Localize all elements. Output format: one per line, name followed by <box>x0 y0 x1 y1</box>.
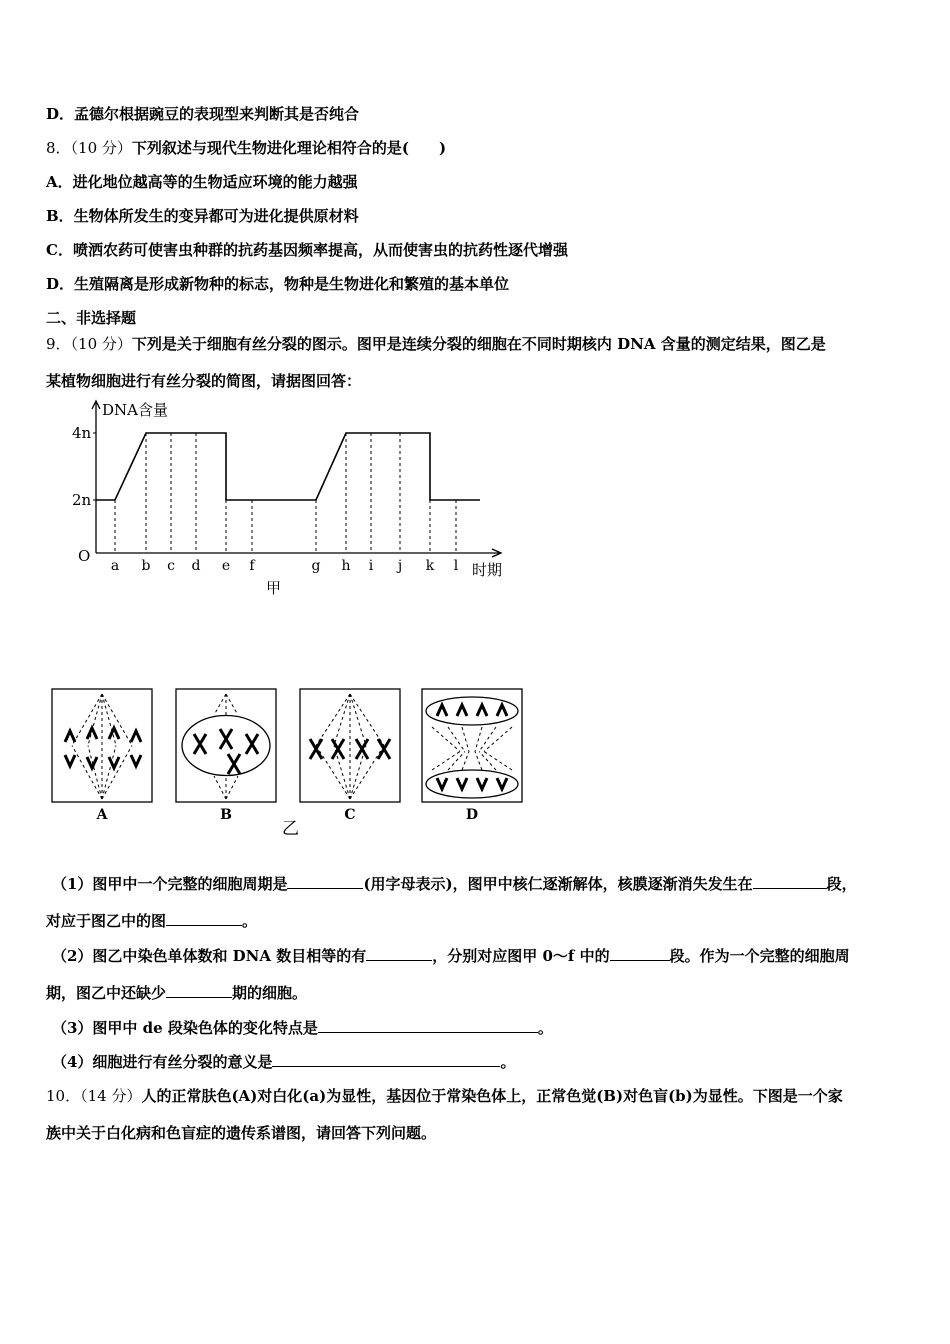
q9-sub1-text-e: 。 <box>242 912 258 930</box>
answer-blank-segment[interactable] <box>753 874 827 889</box>
q9-sub4-line <box>52 1051 515 1072</box>
x-axis-label: 时期 <box>472 561 503 579</box>
q8-stem: 下列叙述与现代生物进化理论相符合的是( ) <box>131 139 447 157</box>
q8-option-a: A．进化地位越高等的生物适应环境的能力越强 <box>46 173 358 191</box>
q7-option-d: D．孟德尔根据豌豆的表现型来判断其是否纯合 <box>46 105 360 123</box>
x-tick-label-c: c <box>167 558 175 574</box>
answer-blank-figures[interactable] <box>366 946 432 961</box>
q9-sub4-text-a: （4）细胞进行有丝分裂的意义是 <box>52 1053 273 1071</box>
q9-sub4-text-b: 。 <box>500 1053 516 1071</box>
cell-label-B: B <box>220 807 232 823</box>
cell-B <box>176 689 276 823</box>
cell-label-A: A <box>96 807 108 823</box>
q9-points: （10 分） <box>70 335 132 353</box>
cell-label-C: C <box>344 807 356 823</box>
q9-sub2-text-b: ，分别对应图甲 0～f 中的 <box>432 947 610 965</box>
origin-label: O <box>78 547 91 565</box>
answer-blank-figure[interactable] <box>166 911 242 926</box>
q10-number: 10． <box>46 1087 81 1105</box>
answer-blank-segments[interactable] <box>610 946 670 961</box>
q9-stem-line2: 某植物细胞进行有丝分裂的简图，请据图回答： <box>46 372 362 390</box>
section-heading: 二、非选择题 <box>46 309 137 327</box>
q9-sub3-text-b: 。 <box>537 1019 553 1037</box>
q8-stem-line <box>46 137 446 158</box>
y-axis-label: DNA含量 <box>102 401 168 419</box>
q9-sub3-text-a: （3）图甲中 de 段染色体的变化特点是 <box>52 1019 318 1037</box>
x-tick-label-i: i <box>368 558 374 574</box>
dna-content-line <box>96 433 480 500</box>
x-tick-label-k: k <box>425 558 435 574</box>
x-tick-label-e: e <box>221 558 231 574</box>
x-tick-label-h: h <box>341 558 351 574</box>
q10-stem-1: 人的正常肤色(A)对白化(a)为显性，基因位于常染色体上，正常色觉(B)对色盲(b)为显性。下图是一个家 <box>141 1087 843 1105</box>
q9-sub2-text-a: （2）图乙中染色单体数和 DNA 数目相等的有 <box>52 947 367 965</box>
x-tick-label-d: d <box>191 558 201 574</box>
q9-sub1-line1 <box>52 873 857 894</box>
q9-sub1-text-d: 对应于图乙中的图 <box>46 912 167 930</box>
q9-stem-1: 下列是关于细胞有丝分裂的图示。图甲是连续分裂的细胞在不同时期核内 DNA 含量的测定结果，图乙是 <box>131 335 826 353</box>
q9-sub2-text-e: 期的细胞。 <box>232 984 308 1002</box>
mitosis-figure <box>46 682 536 842</box>
q9-sub2-line2 <box>46 982 307 1003</box>
q9-sub1-text-b: (用字母表示)，图甲中核仁逐渐解体，核膜逐渐消失发生在 <box>363 875 753 893</box>
q9-number: 9． <box>46 335 71 353</box>
q8-option-c: C．喷洒农药可使害虫种群的抗药基因频率提高，从而使害虫的抗药性逐代增强 <box>46 241 568 259</box>
q8-points: （10 分） <box>70 139 132 157</box>
dna-content-chart <box>60 395 520 605</box>
x-tick-label-j: j <box>397 558 403 574</box>
cell-D <box>422 689 522 823</box>
x-tick-label-a: a <box>110 558 120 574</box>
chart-title: 甲 <box>266 579 282 597</box>
answer-blank-chromosome-change[interactable] <box>318 1018 538 1033</box>
q10-points: （14 分） <box>80 1087 142 1105</box>
q9-stem-line1 <box>46 333 826 354</box>
q9-sub1-line2 <box>46 910 257 931</box>
answer-blank-phase[interactable] <box>166 983 232 998</box>
x-tick-label-b: b <box>141 558 151 574</box>
y-tick-label: 4n <box>72 424 92 442</box>
cell-A <box>52 689 152 823</box>
q8-option-d: D．生殖隔离是形成新物种的标志，物种是生物进化和繁殖的基本单位 <box>46 275 510 293</box>
x-tick-label-g: g <box>311 558 321 574</box>
q9-sub2-text-c: 段。作为一个完整的细胞周 <box>669 947 850 965</box>
q9-sub2-text-d: 期，图乙中还缺少 <box>46 984 167 1002</box>
q10-stem-line1 <box>46 1085 843 1106</box>
q10-stem-line2: 族中关于白化病和色盲症的遗传系谱图，请回答下列问题。 <box>46 1124 437 1142</box>
x-tick-label-f: f <box>249 558 255 574</box>
cell-frame-D <box>422 689 522 802</box>
figure-caption: 乙 <box>282 819 299 839</box>
q9-sub1-text-a: （1）图甲中一个完整的细胞周期是 <box>52 875 288 893</box>
cell-C <box>300 689 400 823</box>
q8-number: 8． <box>46 139 71 157</box>
q9-sub1-text-c: 段， <box>826 875 857 893</box>
x-tick-label-l: l <box>453 558 459 574</box>
answer-blank-cycle[interactable] <box>287 874 363 889</box>
cell-label-D: D <box>465 807 479 823</box>
q9-sub2-line1 <box>52 945 850 966</box>
answer-blank-significance[interactable] <box>272 1052 500 1067</box>
q8-option-b: B．生物体所发生的变异都可为进化提供原材料 <box>46 207 359 225</box>
y-tick-label: 2n <box>72 491 92 509</box>
q9-sub3-line <box>52 1017 553 1038</box>
